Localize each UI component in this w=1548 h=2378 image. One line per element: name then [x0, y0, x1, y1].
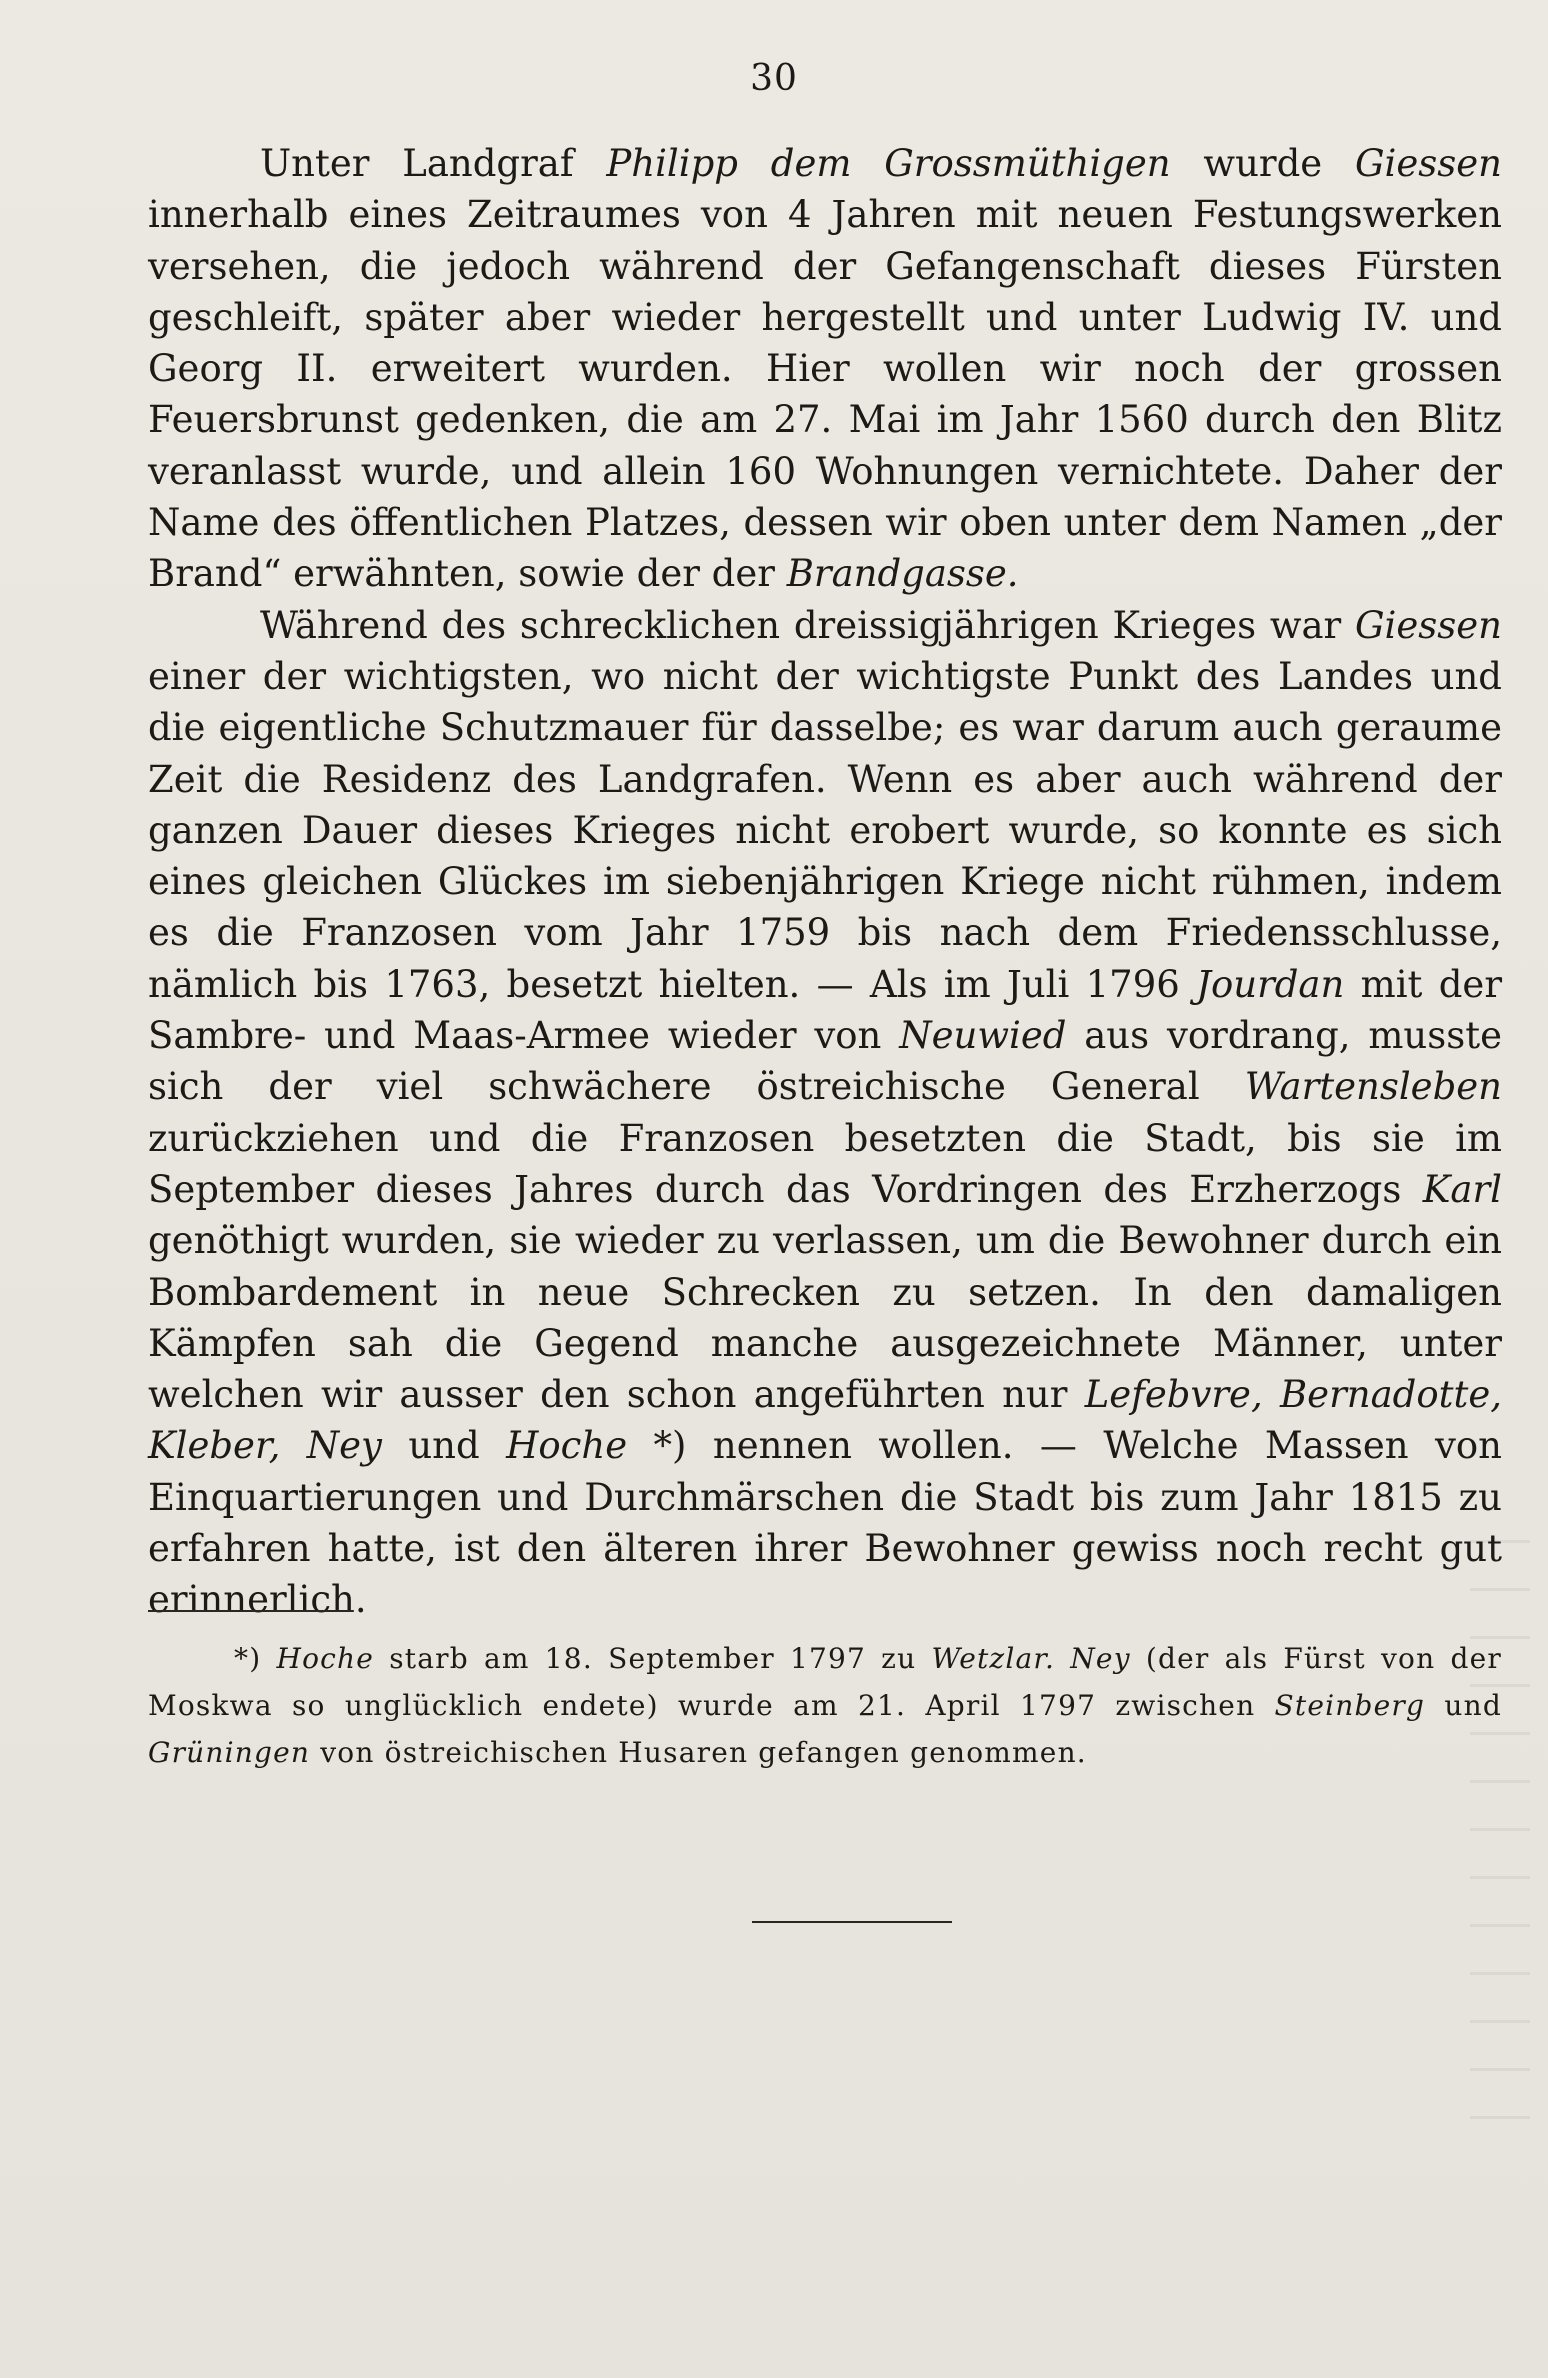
text-run: Hoche [506, 1424, 628, 1468]
text-run: Während des schrecklichen dreissigjährigen Krieges war [260, 603, 1355, 647]
text-run: Grüningen [148, 1736, 311, 1769]
text-run: Giessen [1355, 142, 1502, 185]
text-run: und [1425, 1689, 1502, 1722]
text-run: genöthigt wurden, sie wieder zu verlassen, um die Bewohner durch ein Bombardement in neue Schrecken zu setzen. In den damaligen Kämpfen sah die Gegend manche ausgezeichnete Männer, unter welchen wir ausser den schon angeführten nur [148, 1219, 1502, 1417]
text-run: Giessen [1355, 603, 1502, 647]
footnote [148, 1635, 1502, 1776]
paragraph-1 [148, 138, 1502, 600]
text-run: *) [234, 1642, 277, 1675]
text-run: starb am 18. September 1797 zu [374, 1642, 932, 1675]
text-run: Karl [1422, 1167, 1502, 1211]
text-run: Jourdan [1196, 962, 1345, 1006]
text-run: zurückziehen und die Franzosen besetzten die Stadt, bis sie im September dieses Jahres durch das Vordringen des Erzherzogs [148, 1116, 1502, 1211]
text-run: Wartensleben [1244, 1065, 1502, 1109]
page-number: 30 [750, 58, 798, 99]
text-run: Hoche [276, 1642, 375, 1675]
text-run: Philipp dem Grossmüthigen [606, 142, 1171, 185]
text-run: Neuwied [899, 1014, 1067, 1058]
text-run: Wetzlar. [931, 1642, 1056, 1675]
main-text [148, 138, 1502, 1626]
text-run: und [381, 1424, 507, 1468]
text-run: mit der Sambre- und Maas-Armee wieder von [148, 962, 1503, 1058]
text-run: Brandgasse. [786, 552, 1019, 596]
text-run: *) nennen wollen. — Welche Massen von Einquartierungen und Durchmärschen die Stadt bis zum Jahr 1815 zu erfahren hatte, ist den älteren ihrer Bewohner gewiss noch recht gut erinnerlich. [148, 1424, 1502, 1622]
text-run: Unter Landgraf [260, 142, 607, 185]
text-run: Ney [1070, 1642, 1131, 1675]
text-run: einer der wichtigsten, wo nicht der wichtigste Punkt des Landes und die eigentliche Schutzmauer für dasselbe; es war darum auch geraume Zeit die Residenz des Landgrafen. Wenn es aber auch während der ganzen Dauer dieses Krieges nicht erobert wurde, so konnte es sich eines gleichen Glückes im siebenjährigen Kriege nicht rühmen, indem es die Franzosen vom Jahr 1759 bis nach dem Friedensschlusse, nämlich bis 1763, besetzt hielten. — Als im Juli 1796 [148, 654, 1502, 1006]
end-divider [752, 1921, 952, 1923]
text-run: aus vordrang, musste sich der viel schwächere östreichische General [148, 1014, 1502, 1109]
text-run: von östreichischen Husaren gefangen genommen. [310, 1736, 1087, 1769]
text-run: wurde [1170, 142, 1355, 185]
show-through-texture [1470, 1540, 1530, 2140]
text-run [1055, 1642, 1070, 1675]
paragraph-2 [148, 600, 1502, 1626]
text-run: innerhalb eines Zeitraumes von 4 Jahren mit neuen Festungswerken versehen, die jedoch während der Gefangenschaft dieses Fürsten geschleift, später aber wieder hergestellt und unter Ludwig IV. und Georg II. erweitert wurden. Hier wollen wir noch der grossen Feuersbrunst gedenken, die am 27. Mai im Jahr 1560 durch den Blitz veranlasst wurde, und allein 160 Wohnungen vernichtete. Daher der Name des öffentlichen Platzes, dessen wir oben unter dem Namen „der Brand“ erwähnten, sowie der der [148, 193, 1502, 596]
footnote-divider [148, 1610, 353, 1612]
text-run: Steinberg [1274, 1689, 1426, 1722]
text-run: Lefebvre, Bernadotte, Kleber, Ney [148, 1373, 1502, 1468]
text-run: (der als Fürst von der Moskwa so unglücklich endete) wurde am 21. April 1797 zwischen [148, 1642, 1502, 1722]
